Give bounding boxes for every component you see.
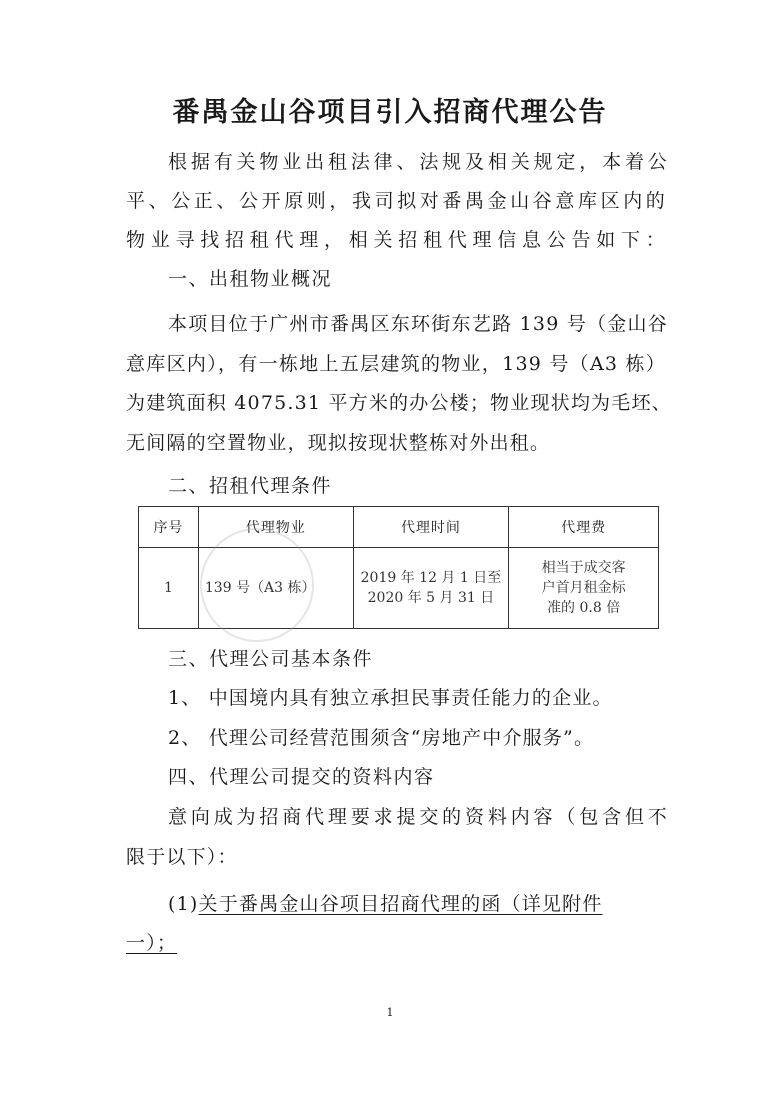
section-1-line-2: 意库区内），有一栋地上五层建筑的物业，139 号（A3 栋） (126, 353, 666, 375)
section-4-item-1-continued (126, 930, 666, 956)
faded-stamp (200, 528, 314, 642)
header-fee: 代理费 (509, 507, 659, 548)
cell-fee-line-3: 准的 0.8 倍 (547, 600, 621, 616)
cell-property: 139 号（A3 栋） (198, 548, 353, 629)
section-4-item-1 (168, 891, 668, 917)
document-title: 番禺金山谷项目引入招商代理公告 (172, 97, 608, 128)
intro-line-3: 物业寻找招租代理，相关招租代理信息公告如下： (126, 229, 666, 251)
item-1-link-text-continued: 一）； (126, 932, 178, 954)
header-property: 代理物业 (198, 507, 353, 548)
header-no: 序号 (139, 507, 199, 548)
section-1-line-4: 无间隔的空置物业，现拟按现状整栋对外出租。 (126, 432, 551, 454)
cell-time (353, 548, 509, 629)
section-3-heading: 三、代理公司基本条件 (168, 648, 374, 670)
cell-time-line-1: 2019 年 12 月 1 日至 (360, 570, 502, 586)
intro-line-2: 平、公正、公开原则，我司拟对番禺金山谷意库区内的 (126, 190, 666, 212)
cell-fee-line-1: 相当于成交客 (541, 560, 626, 576)
section-1-heading: 一、出租物业概况 (168, 268, 333, 290)
cell-no: 1 (139, 548, 199, 629)
section-3-item-1: 1、 中国境内具有独立承担民事责任能力的企业。 (168, 687, 613, 709)
cell-time-line-2: 2020 年 5 月 31 日 (367, 590, 495, 606)
item-1-link-text: 关于番禺金山谷项目招商代理的函（详见附件 (198, 893, 603, 915)
page-number: 1 (386, 1006, 394, 1019)
item-1-prefix: (1) (168, 893, 199, 915)
cell-fee (509, 548, 659, 629)
section-1-line-3: 为建筑面积 4075.31 平方米的办公楼；物业现状均为毛坯、 (126, 392, 672, 414)
section-2-heading: 二、招租代理条件 (168, 475, 333, 497)
section-3-item-2: 2、 代理公司经营范围须含“房地产中介服务”。 (168, 727, 595, 749)
header-time: 代理时间 (353, 507, 509, 548)
intro-line-1: 根据有关物业出租法律、法规及相关规定，本着公 (168, 151, 668, 173)
section-1-line-1: 本项目位于广州市番禺区东环街东艺路 139 号（金山谷 (168, 313, 668, 335)
table-header-row (139, 507, 659, 548)
section-4-line-2: 限于以下）： (126, 846, 238, 868)
cell-fee-line-2: 户首月租金标 (541, 580, 626, 596)
section-4-line-1: 意向成为招商代理要求提交的资料内容（包含但不 (168, 806, 668, 828)
section-4-heading: 四、代理公司提交的资料内容 (168, 766, 435, 788)
